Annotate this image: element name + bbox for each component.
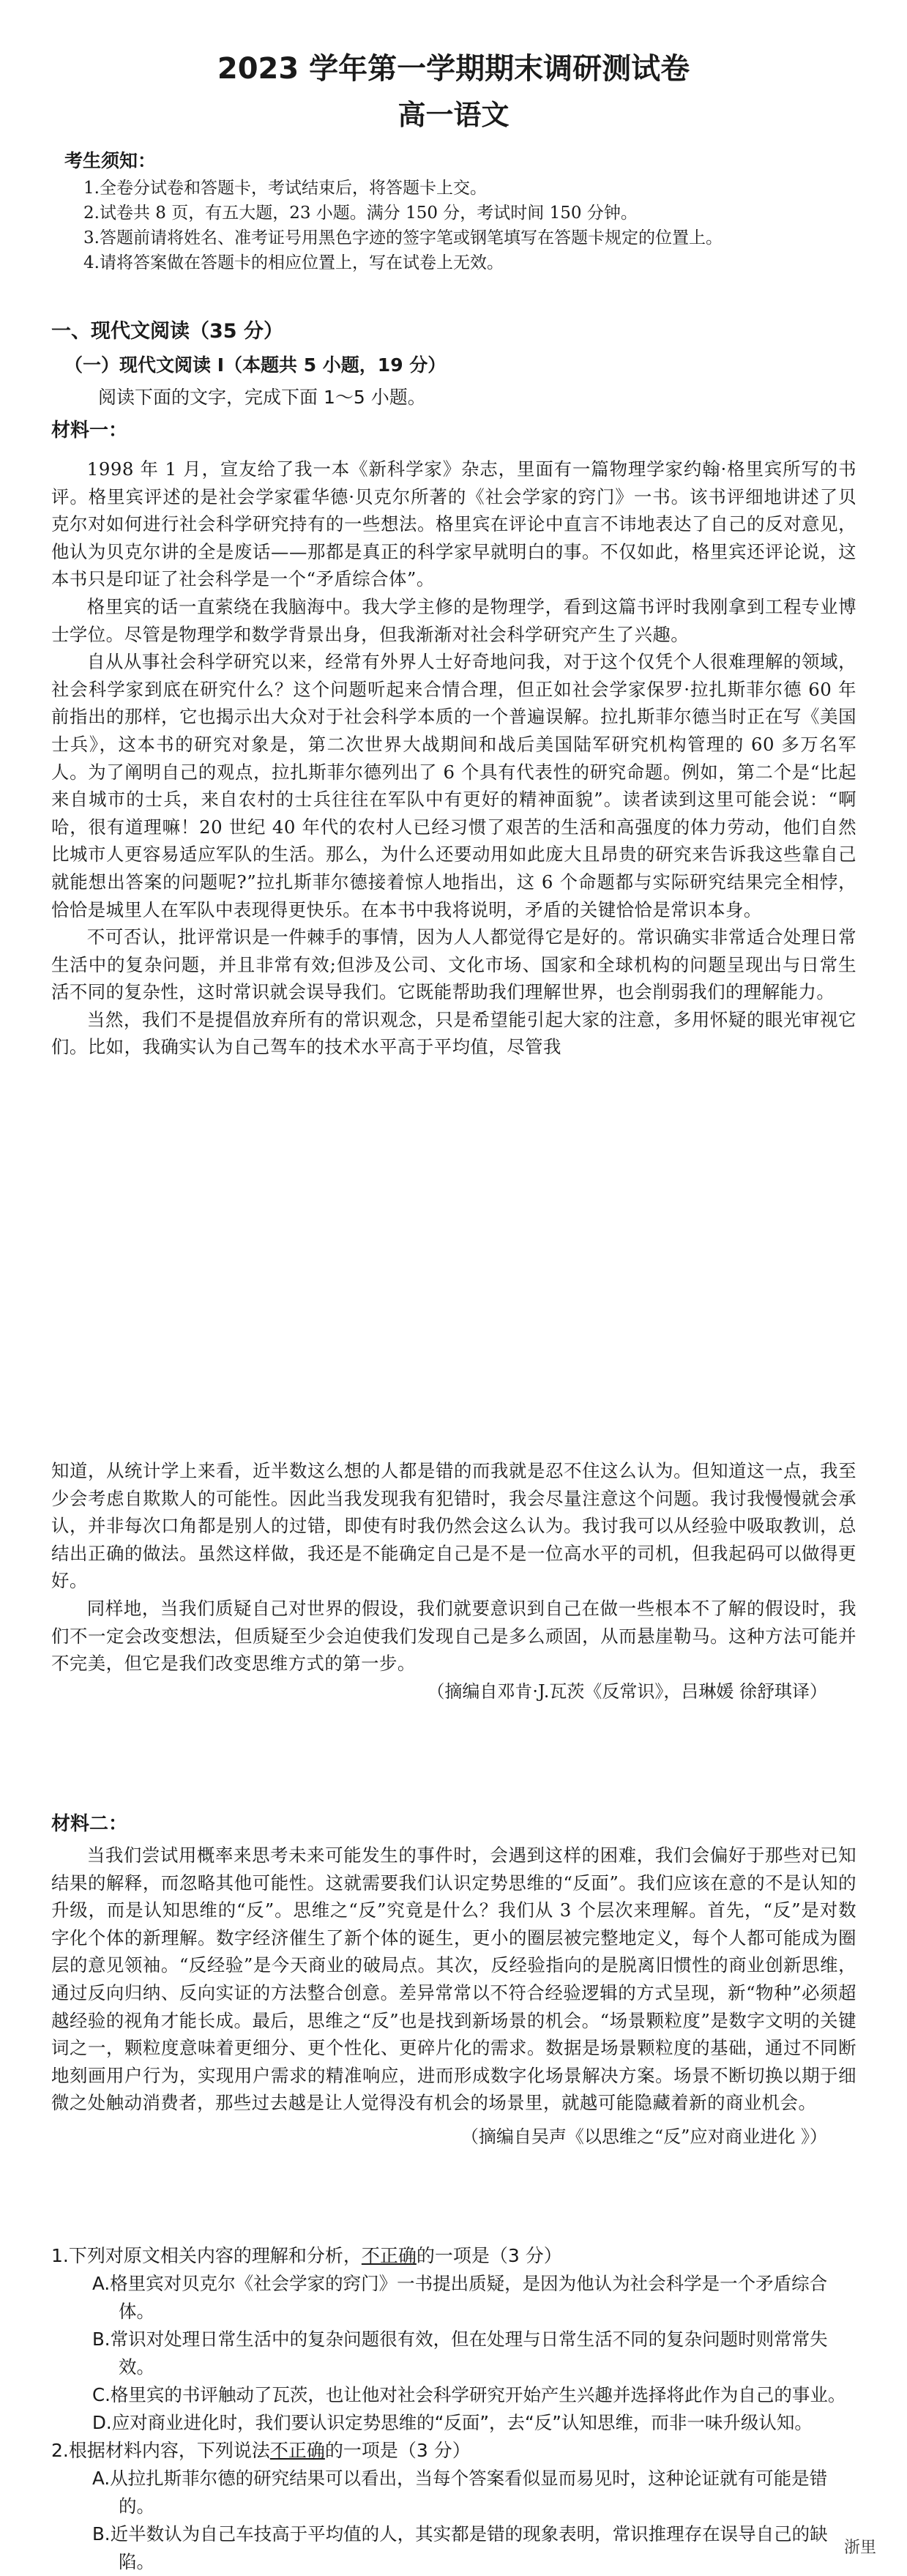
watermark-label: 浙里 [843, 2539, 876, 2557]
question-option[interactable]: B.常识对处理日常生活中的复杂问题很有效，但在处理与日常生活不同的复杂问题时则常常失效。 [92, 2329, 828, 2378]
notice-item: 3.答题前请将姓名、准考证号用黑色字迹的签字笔或钢笔填写在答题卡规定的位置上。 [83, 228, 723, 247]
questions [51, 2242, 856, 2576]
paragraph: 不可否认，批评常识是一件棘手的事情，因为人人都觉得它是好的。常识确实非常适合处理日常生活中的复杂问题，并且非常有效;但涉及公司、文化市场、国家和全球机构的问题呈现出与日常生活不同的复杂性，这时常识就会误导我们。它既能帮助我们理解世界，也会削弱我们的理解能力。 [51, 926, 856, 1003]
question-negation: 不正确 [269, 2440, 325, 2461]
notice-item: 1.全卷分试卷和答题卡，考试结束后，将答题卡上交。 [83, 179, 487, 198]
exam-title: 2023 学年第一学期期末调研测试卷 [217, 52, 690, 86]
material-one-text-top [51, 455, 856, 1061]
section-one [51, 315, 856, 442]
question-option[interactable]: D.应对商业进化时，我们要认识定势思维的“反面”，去“反”认知思维，而非一味升级认知。 [92, 2412, 813, 2433]
question-option[interactable]: B.近半数认为自己车技高于平均值的人，其实都是错的现象表明，常识推理存在误导自己的缺陷。 [92, 2523, 828, 2572]
notice-item: 4.请将答案做在答题卡的相应位置上，写在试卷上无效。 [83, 253, 504, 272]
notice-item: 2.试卷共 8 页，有五大题，23 小题。满分 150 分，考试时间 150 分钟。 [83, 204, 638, 223]
question-option[interactable]: C.格里宾的书评触动了瓦茨，也让他对社会科学研究开始产生兴趣并选择将此作为自己的事业。 [92, 2384, 846, 2405]
exam-notice [51, 146, 856, 275]
paragraph: 自从从事社会科学研究以来，经常有外界人士好奇地问我，对于这个仅凭个人很难理解的领域，社会科学家到底在研究什么？这个问题听起来合情合理，但正如社会学家保罗·拉扎斯菲尔德 60 年前指出的那样，它也揭示出大众对于社会科学本质的一个普遍误解。拉扎斯菲尔德当时正在写《美国士兵》，这本书的研究对象是，第二次世界大战期间和战后美国陆军研究机构管理的 60 多万名军人。为了阐明自己的观点，拉扎斯菲尔德列出了 6 个具有代表性的研究命题。例如，第二个是“比起来自城市的士兵，来自农村的士兵往往在军队中有更好的精神面貌”。读者读到这里可能会说：“啊哈，很有道理嘛！20 世纪 40 年代的农村人已经习惯了艰苦的生活和高强度的体力劳动，他们自然比城市人更容易适应军队的生活。那么，为什么还要动用如此庞大且昂贵的研究来告诉我这些靠自己就能想出答案的问题呢?”拉扎斯菲尔德接着惊人地指出，这 6 个命题都与实际研究结果完全相悖，恰恰是城里人在军队中表现得更快乐。在本书中我将说明，矛盾的关键恰恰是常识本身。 [51, 651, 856, 920]
question-stem-text: 2.根据材料内容，下列说法 [51, 2440, 270, 2461]
material-one-label: 材料一： [51, 420, 128, 442]
material-two-source: （摘编自吴声《以思维之“反”应对商业进化 》） [460, 2126, 827, 2147]
question-stem-text: 的一项是（3 分） [416, 2245, 562, 2266]
material-two-label: 材料二： [51, 1813, 128, 1835]
question-stem-text: 的一项是（3 分） [324, 2440, 471, 2461]
question-option[interactable]: A.从拉扎斯菲尔德的研究结果可以看出，当每个答案看似显而易见时，这种论证就有可能是错的。 [92, 2468, 828, 2517]
question-option[interactable]: A.格里宾对贝克尔《社会学家的窍门》一书提出质疑，是因为他认为社会科学是一个矛盾综合体。 [92, 2273, 828, 2322]
exam-subject: 高一语文 [397, 99, 510, 131]
paragraph: 同样地，当我们质疑自己对世界的假设，我们就要意识到自己在做一些根本不了解的假设时，我们不一定会改变想法，但质疑至少会迫使我们发现自己是多么顽固，从而悬崖勒马。这种方法可能并不完美，但它是我们改变思维方式的第一步。 [51, 1597, 856, 1675]
paragraph: 当然，我们不是提倡放弃所有的常识观念，只是希望能引起大家的注意，多用怀疑的眼光审视它们。比如，我确实认为自己驾车的技术水平高于平均值，尽管我 [51, 1008, 856, 1058]
paragraph: 1998 年 1 月，宣友给了我一本《新科学家》杂志，里面有一篇物理学家约翰·格里宾所写的书评。格里宾评述的是社会学家霍华德·贝克尔所著的《社会学家的窍门》一书。该书评细地讲述了贝克尔对如何进行社会科学研究持有的一些想法。格里宾在评论中直言不讳地表达了自己的反对意见，他认为贝克尔讲的全是废话——那都是真正的科学家早就明白的事。不仅如此，格里宾还评论说，这本书只是印证了社会科学是一个“矛盾综合体”。 [51, 458, 856, 590]
paragraph: 当我们尝试用概率来思考未来可能发生的事件时，会遇到这样的困难，我们会偏好于那些对已知结果的解释，而忽略其他可能性。这就需要我们认识定势思维的“反面”。我们应该在意的不是认知的升级，而是认知思维的“反”。思维之“反”究竟是什么？我们从 3 个层次来理解。首先，“反”是对数字化个体的新理解。数字经济催生了新个体的诞生，更小的圈层被完整地定义，每个人都可能成为圈层的意见领袖。“反经验”是今天商业的破局点。其次，反经验指向的是脱离旧惯性的商业创新思维，通过反向归纳、反向实证的方法整合创意。差异常常以不符合经验逻辑的方式呈现，新“物种”必须超越经验的视角才能长成。最后，思维之“反”也是找到新场景的机会。“场景颗粒度”是数字文明的关键词之一，颗粒度意味着更细分、更个性化、更碎片化的需求。数据是场景颗粒度的基础，通过不同断地刻画用户行为，实现用户需求的精准响应，进而形成数字化场景解决方案。场景不断切换以期于细微之处触动消费者，那些过去越是让人觉得没有机会的场景里，就越可能隐藏着新的商业机会。 [51, 1844, 856, 2114]
section-heading: 一、现代文阅读（35 分） [51, 320, 283, 343]
material-one-text-bottom [51, 1457, 856, 1705]
material-two [51, 1809, 856, 2151]
question-stem [51, 2437, 856, 2465]
reading-instruction: 阅读下面的文字，完成下面 1～5 小题。 [98, 387, 426, 408]
paragraph: 知道，从统计学上来看，近半数这么想的人都是错的而我就是忍不住这么认为。但知道这一点，我至少会考虑自欺欺人的可能性。因此当我发现我有犯错时，我会尽量注意这个问题。我讨我慢慢就会承认，并非每次口角都是别人的过错，即使有时我仍然会这么认为。我讨我可以从经验中吸取教训，总结出正确的做法。虽然这样做，我还是不能确定自己是不是一位高水平的司机，但我起码可以做得更好。 [51, 1460, 856, 1592]
paragraph: 格里宾的话一直萦绕在我脑海中。我大学主修的是物理学，看到这篇书评时我刚拿到工程专业博士学位。尽管是物理学和数学背景出身，但我渐渐对社会科学研究产生了兴趣。 [51, 595, 856, 645]
subsection-heading: （一）现代文阅读 I（本题共 5 小题，19 分） [64, 354, 447, 376]
question-negation: 不正确 [361, 2245, 417, 2266]
question-stem-text: 1.下列对原文相关内容的理解和分析， [51, 2245, 362, 2266]
question-stem [51, 2242, 856, 2270]
notice-heading: 考生须知： [64, 150, 157, 171]
material-one-source: （摘编自邓肯·J.瓦茨《反常识》，吕琳媛 徐舒琪译） [427, 1680, 827, 1702]
